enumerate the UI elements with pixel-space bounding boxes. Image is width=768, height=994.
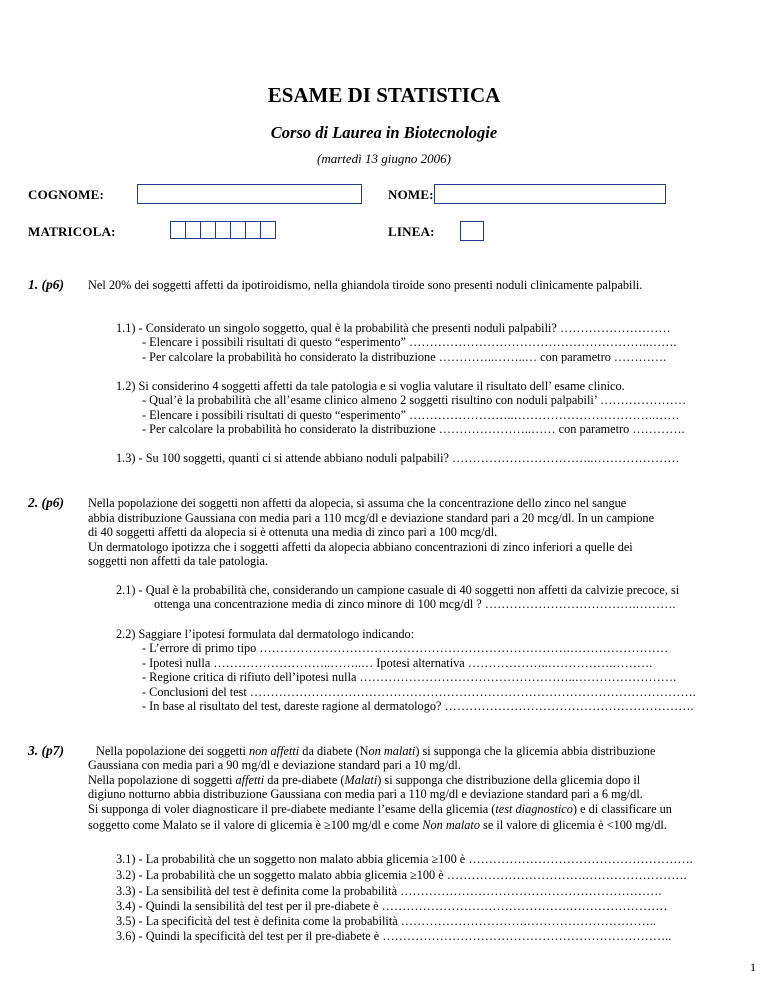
q1-text: Nel 20% dei soggetti affetti da ipotiroidismo, nella ghiandola tiroide sono presenti noduli clinicamente palpabili. bbox=[88, 278, 643, 292]
q2-text-line1: Nella popolazione dei soggetti non affetti da alopecia, si assuma che la concentrazione dello zinco nel sangue bbox=[88, 496, 627, 510]
matricola-cell[interactable] bbox=[230, 221, 246, 239]
page-number: 1 bbox=[750, 960, 756, 974]
cognome-field[interactable] bbox=[137, 184, 362, 204]
q2-text-line2: abbia distribuzione Gaussiana con media pari a 110 mcg/dl e deviazione standard pari a 20 mcg/dl. In un campione bbox=[88, 511, 655, 525]
matricola-cell[interactable] bbox=[200, 221, 216, 239]
q2-number: 2. (p6) bbox=[28, 495, 64, 510]
q2-2-line3: - Ipotesi nulla ………………………..……..… Ipotesi alternativa ………………..…………….………. bbox=[142, 656, 653, 670]
q1-1-line2: - Elencare i possibili risultati di questo “esperimento” …………………………………………………..……. bbox=[142, 335, 677, 349]
q2-2-line2: - L’errore di primo tipo ………………………………………………………………….…………………… bbox=[142, 641, 669, 655]
q3-text-line3: Nella popolazione di soggetti affetti da pre-diabete (Malati) si supponga che distribuzione della glicemia dopo il bbox=[88, 773, 641, 787]
q1-number: 1. (p6) bbox=[28, 277, 64, 292]
q2-1-line2: ottenga una concentrazione media di zinco minore di 100 mcg/dl ? ……………………………….………. bbox=[154, 597, 676, 611]
q3-text-line2: Gaussiana con media pari a 90 mg/dl e deviazione standard pari a 10 mg/dl. bbox=[88, 758, 461, 772]
q1-2-line4: - Per calcolare la probabilità ho considerato la distribuzione …………………..…… con parametro …………. bbox=[142, 422, 685, 436]
matricola-cell[interactable] bbox=[245, 221, 261, 239]
q3-text-line6: soggetto come Malato se il valore di glicemia è ≥100 mg/dl e come Non malato se il valore di glicemia è <100 mg/dl. bbox=[88, 818, 667, 832]
q3-text-line5: Si supponga di voler diagnosticare il pre-diabete mediante l’esame della glicemia (test diagnostico) e di classificare un bbox=[88, 802, 672, 816]
q1-2-line3: - Elencare i possibili risultati di questo “esperimento” ……………………..……………………………..…… bbox=[142, 408, 680, 422]
linea-label: LINEA: bbox=[388, 224, 435, 239]
exam-date: (martedì 13 giugno 2006) bbox=[317, 151, 451, 166]
q3-text-line4: digiuno notturno abbia distribuzione Gaussiana con media pari a 110 mg/dl e deviazione standard pari a 6 mg/dl. bbox=[88, 787, 643, 801]
matricola-cell[interactable] bbox=[260, 221, 276, 239]
q1-2-line2: - Qual’è la probabilità che all’esame clinico almeno 2 soggetti risultino con noduli palpabili’ ………………… bbox=[142, 393, 687, 407]
matricola-field[interactable] bbox=[170, 221, 275, 239]
q3-5-line: 3.5) - La specificità del test è definita come la probabilità ………………………….………………………….. bbox=[116, 914, 656, 928]
q2-text-line4: Un dermatologo ipotizza che i soggetti affetti da alopecia abbiano concentrazioni di zinco inferiori a quelle dei bbox=[88, 540, 633, 554]
nome-field[interactable] bbox=[434, 184, 666, 204]
q2-1-line1: 2.1) - Qual è la probabilità che, considerando un campione casuale di 40 soggetti non affetti da calvizie precoce, si bbox=[116, 583, 680, 597]
q2-2-line6: - In base al risultato del test, dareste ragione al dermatologo? ……………………………………………………. bbox=[142, 699, 694, 713]
matricola-cell[interactable] bbox=[170, 221, 186, 239]
q3-6-line: 3.6) - Quindi la specificità del test per il pre-diabete è …………………………………………………………….. bbox=[116, 929, 672, 943]
page-title: ESAME DI STATISTICA bbox=[267, 83, 501, 107]
q3-text-line1: Nella popolazione dei soggetti non affetti da diabete (Non malati) si supponga che la glicemia abbia distribuzione bbox=[96, 744, 656, 758]
nome-label: NOME: bbox=[388, 187, 434, 202]
q2-2-line1: 2.2) Saggiare l’ipotesi formulata dal dermatologo indicando: bbox=[116, 627, 415, 641]
q3-4-line: 3.4) - Quindi la sensibilità del test per il pre-diabete è ……………………………………….…………………… bbox=[116, 899, 668, 913]
q1-2-line1: 1.2) Si considerino 4 soggetti affetti da tale patologia e si voglia valutare il risultato dell’ esame clinico. bbox=[116, 379, 625, 393]
q3-number: 3. (p7) bbox=[28, 743, 64, 758]
linea-field[interactable] bbox=[460, 221, 484, 241]
q3-2-line: 3.2) - La probabilità che un soggetto malato abbia glicemia ≥100 è …………………………….……………………. bbox=[116, 868, 687, 882]
cognome-label: COGNOME: bbox=[28, 187, 104, 202]
matricola-cell[interactable] bbox=[215, 221, 231, 239]
q1-1-line1: 1.1) - Considerato un singolo soggetto, qual è la probabilità che presenti noduli palpabili? ……………………… bbox=[116, 321, 671, 335]
matricola-label: MATRICOLA: bbox=[28, 224, 116, 239]
q2-2-line4: - Regione critica di rifiuto dell’ipotesi nulla ……………………………………………..……………………. bbox=[142, 670, 677, 684]
matricola-cell[interactable] bbox=[185, 221, 201, 239]
q1-1-line3: - Per calcolare la probabilità ho considerato la distribuzione …………..……..… con parametro …………. bbox=[142, 350, 667, 364]
q2-2-line5: - Conclusioni del test ………………………………………………………………………………………………. bbox=[142, 685, 696, 699]
q2-text-line5: soggetti non affetti da tale patologia. bbox=[88, 554, 269, 568]
q3-1-line: 3.1) - La probabilità che un soggetto non malato abbia glicemia ≥100 è ………………………………………………. bbox=[116, 852, 693, 866]
q3-3-line: 3.3) - La sensibilità del test è definita come la probabilità ………………………………………………………. bbox=[116, 884, 662, 898]
q1-3-line1: 1.3) - Su 100 soggetti, quanti ci si attende abbiano noduli palpabili? ……………………………..………………… bbox=[116, 451, 680, 465]
q2-text-line3: di 40 soggetti affetti da alopecia si è ottenuta una media di zinco pari a 100 mcg/dl. bbox=[88, 525, 498, 539]
course-subtitle: Corso di Laurea in Biotecnologie bbox=[270, 123, 498, 142]
